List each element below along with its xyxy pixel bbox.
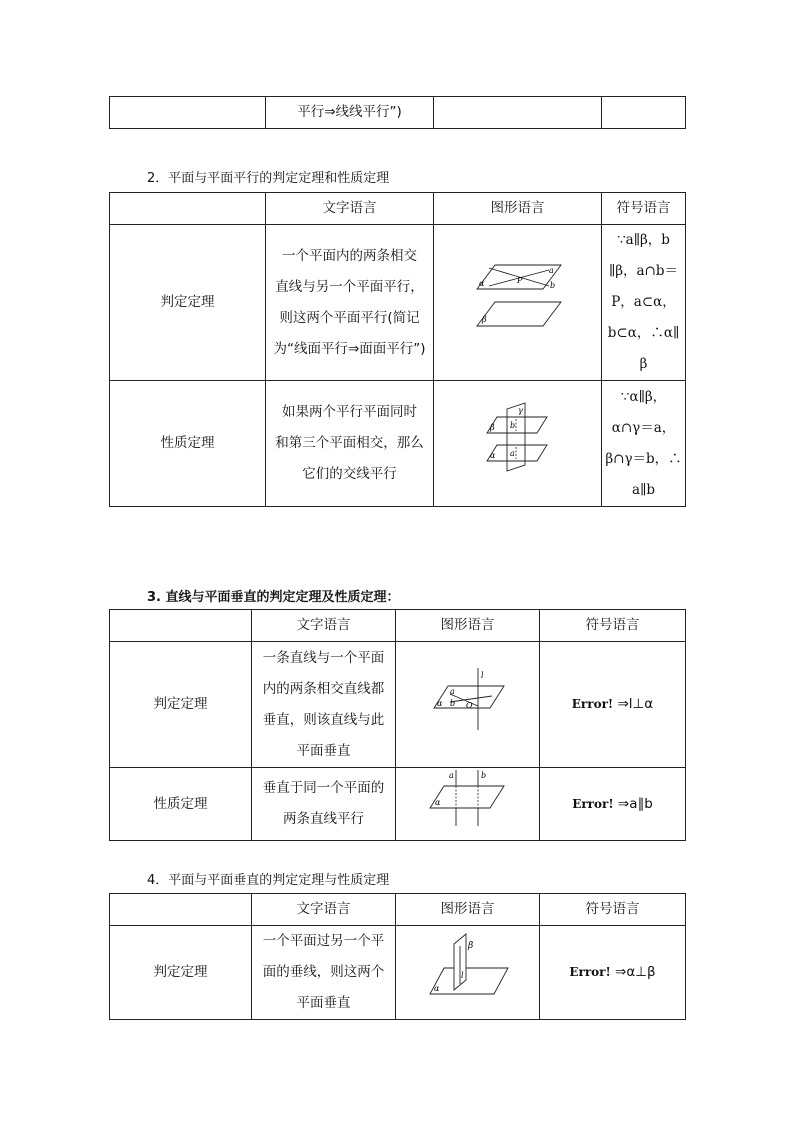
header-cell: 图形语言 <box>396 894 540 926</box>
svg-text:α: α <box>489 450 495 460</box>
text-language-cell: 一条直线与一个平面 内的两条相交直线都 垂直，则该直线与此 平面垂直 <box>252 642 396 768</box>
svg-text:a: a <box>449 686 455 696</box>
header-cell-empty <box>110 610 252 642</box>
three-planes-figure <box>483 401 553 475</box>
header-cell: 文字语言 <box>266 193 434 225</box>
two-perpendicular-lines-figure <box>428 768 508 828</box>
row-label: 判定定理 <box>110 642 252 768</box>
symbol-language-cell: Error! ⇒l⊥α <box>540 642 686 768</box>
header-cell: 图形语言 <box>396 610 540 642</box>
svg-text:β: β <box>467 940 473 951</box>
perpendicular-planes-figure <box>426 932 510 1002</box>
figure-cell <box>396 768 540 841</box>
header-cell: 文字语言 <box>252 894 396 926</box>
svg-text:γ: γ <box>517 405 523 415</box>
symbol-language-cell: Error! ⇒α⊥β <box>540 926 686 1020</box>
figure-cell <box>396 642 540 768</box>
svg-text:O: O <box>465 700 473 710</box>
header-cell: 符号语言 <box>540 894 686 926</box>
svg-text:b: b <box>509 420 515 430</box>
row-label: 性质定理 <box>110 381 266 507</box>
figure-cell <box>434 381 602 507</box>
svg-text:a: a <box>548 265 554 275</box>
header-cell: 图形语言 <box>434 193 602 225</box>
text-language-cell: 一个平面过另一个平 面的垂线，则这两个 平面垂直 <box>252 926 396 1020</box>
line-plane-perpendicular-table <box>109 609 686 841</box>
svg-text:b: b <box>449 698 455 708</box>
svg-text:a: a <box>448 771 454 780</box>
section-heading: 3. 直线与平面垂直的判定定理及性质定理： <box>147 590 400 605</box>
figure-cell <box>434 225 602 381</box>
header-cell-empty <box>110 193 266 225</box>
table-cell: 平行⇒线线平行”) <box>266 97 434 129</box>
svg-text:α: α <box>434 798 440 807</box>
table-cell <box>434 97 602 129</box>
text-language-cell: 垂直于同一个平面的 两条直线平行 <box>252 768 396 841</box>
svg-text:b: b <box>480 771 486 780</box>
svg-text:β: β <box>481 314 487 324</box>
header-cell-empty <box>110 894 252 926</box>
parallel-planes-figure <box>473 262 563 332</box>
figure-cell <box>396 926 540 1020</box>
row-label: 判定定理 <box>110 926 252 1020</box>
svg-text:β: β <box>489 422 495 432</box>
plane-plane-parallel-table <box>109 192 686 507</box>
svg-text:P: P <box>516 275 522 285</box>
symbol-language-cell: Error! ⇒a∥b <box>540 768 686 841</box>
header-cell: 符号语言 <box>540 610 686 642</box>
svg-text:l: l <box>460 970 464 980</box>
text-language-cell: 如果两个平行平面同时 和第三个平面相交，那么 它们的交线平行 <box>266 381 434 507</box>
table-cell <box>110 97 266 129</box>
text-language-cell: 一个平面内的两条相交 直线与另一个平面平行， 则这两个平面平行(简记 为“线面平行⇒面面平行”) <box>266 225 434 381</box>
svg-text:l: l <box>480 670 484 680</box>
row-label: 性质定理 <box>110 768 252 841</box>
section-heading: 4．平面与平面垂直的判定定理与性质定理 <box>147 873 390 888</box>
plane-plane-perpendicular-table <box>109 893 686 1020</box>
svg-text:α: α <box>433 983 439 993</box>
symbol-language-cell: ∵a∥β，b ∥β，a∩b＝ P，a⊂α， b⊂α，∴α∥ β <box>602 225 686 381</box>
table-cell <box>602 97 686 129</box>
symbol-language-cell: ∵α∥β， α∩γ＝a， β∩γ＝b，∴ a∥b <box>602 381 686 507</box>
table-continued <box>109 96 686 129</box>
row-label: 判定定理 <box>110 225 266 381</box>
header-cell: 文字语言 <box>252 610 396 642</box>
line-perpendicular-plane-figure <box>428 666 508 732</box>
svg-text:a: a <box>509 448 515 458</box>
svg-text:α: α <box>436 698 442 708</box>
header-cell: 符号语言 <box>602 193 686 225</box>
svg-text:α: α <box>478 278 484 288</box>
section-heading: 2．平面与平面平行的判定定理和性质定理 <box>147 171 390 186</box>
svg-text:b: b <box>549 280 555 290</box>
